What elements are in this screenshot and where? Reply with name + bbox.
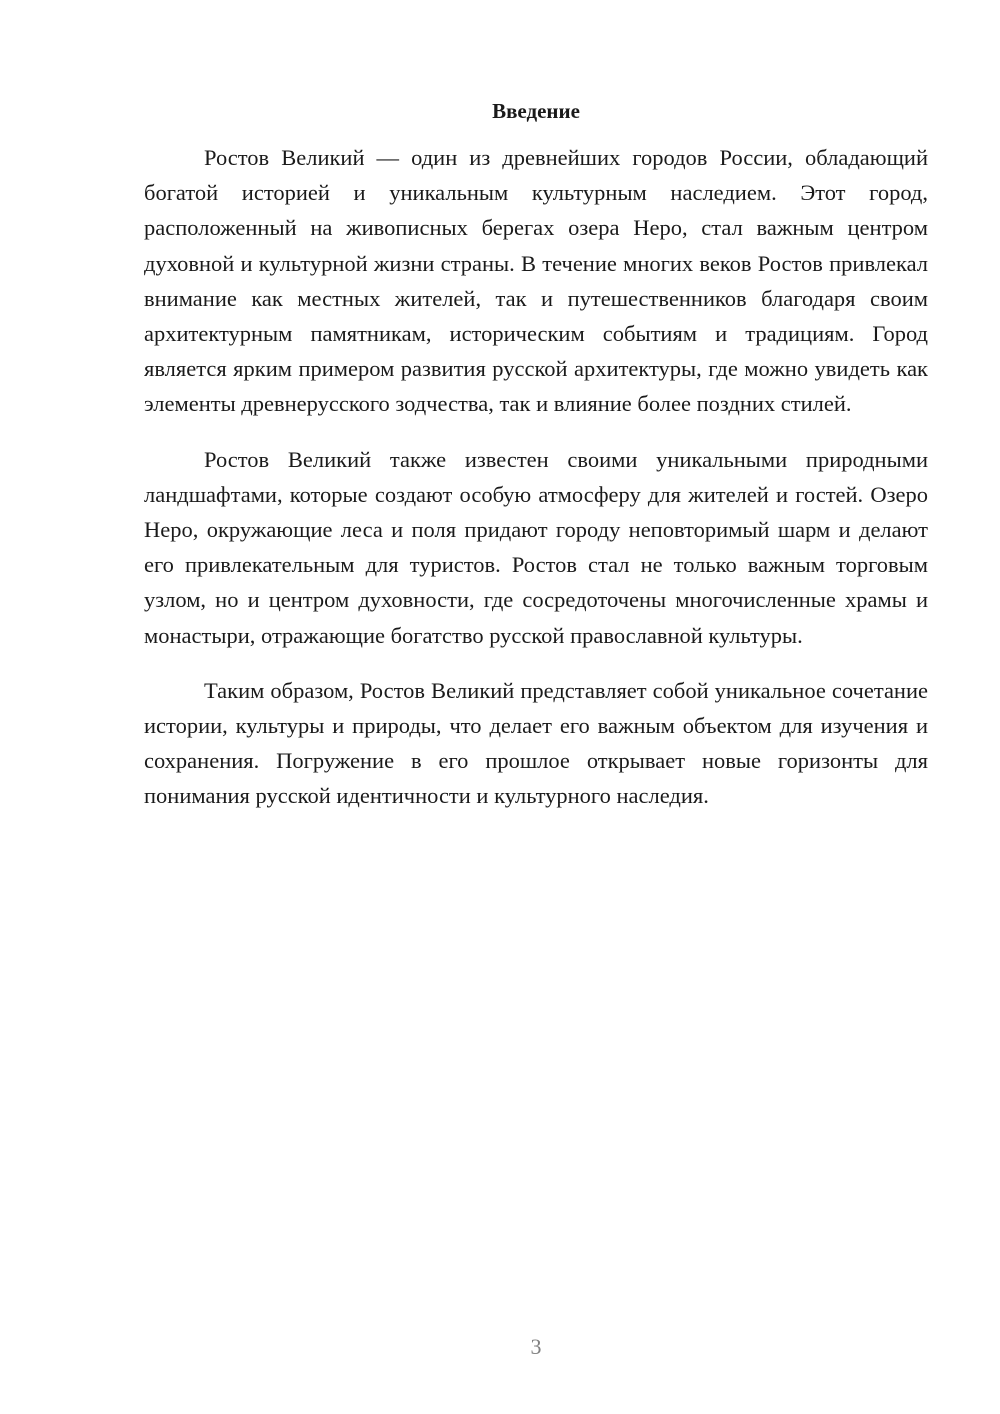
paragraph-3: Таким образом, Ростов Великий представляет собой уникальное сочетание истории, культуры и природы, что делает его важным объектом для изучения и сохранения. Погружение в его прошлое открывает новые горизонты для понимания русской идентичности и культурного наследия. [144, 677, 928, 809]
paragraph-2: Ростов Великий также известен своими уникальными природными ландшафтами, которые создают особую атмосферу для жителей и гостей. Озеро Неро, окружающие леса и поля придают городу неповторимый шарм и делают его привлекательным для туристов. Ростов стал не только важным торговым узлом, но и центром духовности, где сосредоточены многочисленные храмы и монастыри, отражающие богатство русской православной культуры. [144, 446, 928, 648]
page-title: Введение [492, 99, 580, 123]
paragraph-1: Ростов Великий — один из древнейших городов России, обладающий богатой историей и уникальным культурным наследием. Этот город, расположенный на живописных берегах озера Неро, стал важным центром духовной и культурной жизни страны. В течение многих веков Ростов привлекал внимание как местных жителей, так и путешественников благодаря своим архитектурным памятникам, историческим событиям и традициям. Город является ярким примером развития русской архитектуры, где можно увидеть как элементы древнерусского зодчества, так и влияние более поздних стилей. [144, 145, 928, 417]
page-content [144, 96, 928, 814]
page-number: 3 [530, 1334, 542, 1359]
